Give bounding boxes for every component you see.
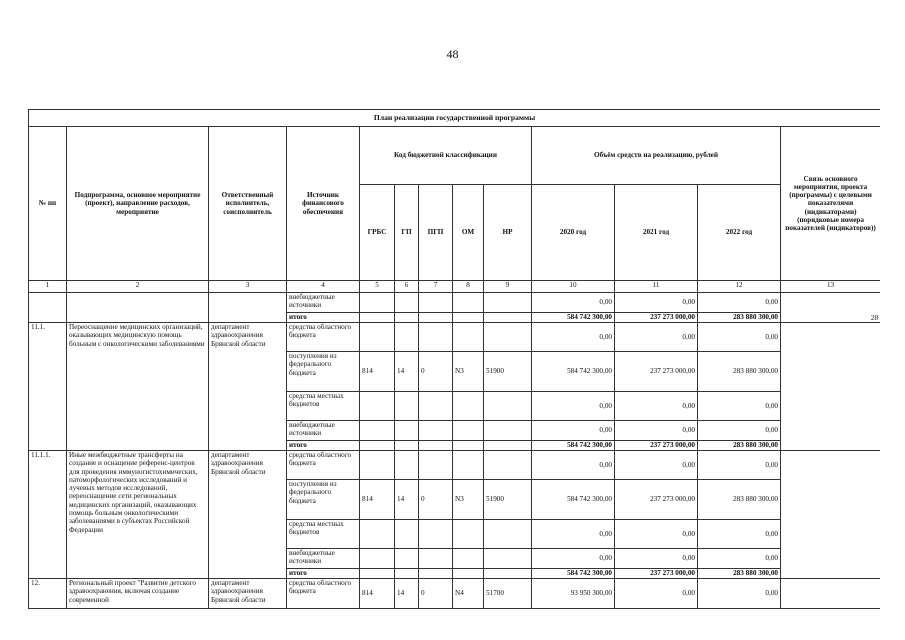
total-label: итого bbox=[287, 569, 360, 579]
amount-cell: 0,00 bbox=[532, 421, 615, 441]
total-amount: 237 273 000,00 bbox=[615, 313, 698, 323]
amount-cell: 0,00 bbox=[615, 392, 698, 421]
header-bcc: Код бюджетной классификации bbox=[360, 127, 532, 185]
source-label: средства местных бюджетов bbox=[287, 392, 360, 421]
source-label: средства областного бюджета bbox=[287, 451, 360, 480]
amount-cell: 0,00 bbox=[698, 323, 781, 352]
amount-cell: 0,00 bbox=[532, 293, 615, 313]
code-gp: 14 bbox=[395, 480, 419, 520]
amount-cell: 0,00 bbox=[532, 323, 615, 352]
source-label: средства областного бюджета bbox=[287, 579, 360, 609]
amount-cell: 584 742 300,00 bbox=[532, 480, 615, 520]
col-number: 8 bbox=[453, 281, 484, 293]
amount-cell: 584 742 300,00 bbox=[532, 352, 615, 392]
total-amount: 283 880 300,00 bbox=[698, 569, 781, 579]
source-label: внебюджетные источники bbox=[287, 293, 360, 313]
amount-cell: 0,00 bbox=[615, 549, 698, 569]
table-row bbox=[29, 293, 881, 313]
code-gp: 14 bbox=[395, 579, 419, 609]
col-number: 9 bbox=[484, 281, 532, 293]
header-name: Подпрограмма, основное мероприятие (проект), направление расходов, мероприятие bbox=[67, 127, 209, 281]
total-amount: 283 880 300,00 bbox=[698, 441, 781, 451]
total-amount: 237 273 000,00 bbox=[615, 441, 698, 451]
code-om: N3 bbox=[453, 352, 484, 392]
table-row bbox=[29, 579, 881, 609]
col-number: 6 bbox=[395, 281, 419, 293]
row-name: Иные межбюджетные трансферты на создание и оснащение референс-центров для проведения иммуногистохимических, патоморфологических исследований и лучевых методов исследований, переоснащение сети региональных медицинских организаций, оказывающих помощь больным онкологическими заболеваниями в субъектах Российской Федерации bbox=[67, 451, 209, 579]
code-np: 51900 bbox=[484, 352, 532, 392]
amount-cell: 283 880 300,00 bbox=[698, 480, 781, 520]
column-numbers-row bbox=[29, 281, 881, 293]
header-np: НР bbox=[484, 185, 532, 281]
amount-cell: 0,00 bbox=[698, 293, 781, 313]
header-2022: 2022 год bbox=[698, 185, 781, 281]
header-2020: 2020 год bbox=[532, 185, 615, 281]
amount-cell: 0,00 bbox=[698, 421, 781, 441]
row-executor: департамент здравоохранения Брянской области bbox=[209, 323, 287, 451]
total-amount: 237 273 000,00 bbox=[615, 569, 698, 579]
code-grbs: 814 bbox=[360, 352, 395, 392]
code-grbs: 814 bbox=[360, 579, 395, 609]
amount-cell: 0,00 bbox=[615, 293, 698, 313]
code-om: N3 bbox=[453, 480, 484, 520]
amount-cell: 0,00 bbox=[615, 451, 698, 480]
row-name: Региональный проект "Развитие детского здравоохранения, включая создание современной bbox=[67, 579, 209, 609]
row-executor: департамент здравоохранения Брянской области bbox=[209, 451, 287, 579]
code-pgp: 0 bbox=[419, 579, 453, 609]
amount-cell: 0,00 bbox=[532, 549, 615, 569]
total-amount: 584 742 300,00 bbox=[532, 441, 615, 451]
header-no: № пп bbox=[29, 127, 67, 281]
amount-cell: 0,00 bbox=[615, 579, 698, 609]
amount-cell: 0,00 bbox=[532, 392, 615, 421]
code-grbs: 814 bbox=[360, 480, 395, 520]
header-gp: ГП bbox=[395, 185, 419, 281]
amount-cell: 0,00 bbox=[698, 549, 781, 569]
col-number: 2 bbox=[67, 281, 209, 293]
header-om: ОМ bbox=[453, 185, 484, 281]
total-label: итого bbox=[287, 313, 360, 323]
header-grbs: ГРБС bbox=[360, 185, 395, 281]
amount-cell: 0,00 bbox=[615, 421, 698, 441]
amount-cell: 237 273 000,00 bbox=[615, 480, 698, 520]
header-pgp: ПГП bbox=[419, 185, 453, 281]
code-np: 51700 bbox=[484, 579, 532, 609]
source-label: внебюджетные источники bbox=[287, 421, 360, 441]
header-executor: Ответственный исполнитель, соисполнитель bbox=[209, 127, 287, 281]
row-executor: департамент здравоохранения Брянской области bbox=[209, 579, 287, 609]
row-number: 12. bbox=[29, 579, 67, 609]
col-number: 7 bbox=[419, 281, 453, 293]
source-label: внебюджетные источники bbox=[287, 549, 360, 569]
amount-cell: 0,00 bbox=[615, 323, 698, 352]
total-amount: 584 742 300,00 bbox=[532, 313, 615, 323]
indicator-link: 28 bbox=[781, 293, 881, 323]
amount-cell: 283 880 300,00 bbox=[698, 352, 781, 392]
table-row bbox=[29, 451, 881, 480]
total-amount: 283 880 300,00 bbox=[698, 313, 781, 323]
source-label: поступления из федерального бюджета bbox=[287, 352, 360, 392]
total-label: итого bbox=[287, 441, 360, 451]
amount-cell: 0,00 bbox=[698, 520, 781, 549]
plan-table bbox=[28, 109, 880, 609]
table-row bbox=[29, 323, 881, 352]
source-label: средства местных бюджетов bbox=[287, 520, 360, 549]
header-volume: Объём средств на реализацию, рублей bbox=[532, 127, 781, 185]
col-number: 10 bbox=[532, 281, 615, 293]
code-gp: 14 bbox=[395, 352, 419, 392]
amount-cell: 0,00 bbox=[698, 579, 781, 609]
code-pgp: 0 bbox=[419, 352, 453, 392]
row-number: 11.1. bbox=[29, 323, 67, 451]
col-number: 5 bbox=[360, 281, 395, 293]
header-2021: 2021 год bbox=[615, 185, 698, 281]
table-title: План реализации государственной программы bbox=[29, 110, 881, 127]
col-number: 11 bbox=[615, 281, 698, 293]
amount-cell: 0,00 bbox=[532, 520, 615, 549]
amount-cell: 93 950 300,00 bbox=[532, 579, 615, 609]
row-name: Переоснащение медицинских организаций, оказывающих медицинскую помощь больным с онкологическими заболеваниями bbox=[67, 323, 209, 451]
col-number: 3 bbox=[209, 281, 287, 293]
col-number: 12 bbox=[698, 281, 781, 293]
amount-cell: 0,00 bbox=[698, 392, 781, 421]
row-number: 11.1.1. bbox=[29, 451, 67, 579]
amount-cell: 0,00 bbox=[532, 451, 615, 480]
page-number: 48 bbox=[446, 47, 459, 61]
amount-cell: 0,00 bbox=[698, 451, 781, 480]
total-amount: 584 742 300,00 bbox=[532, 569, 615, 579]
header-source: Источник финансового обеспечения bbox=[287, 127, 360, 281]
amount-cell: 0,00 bbox=[615, 520, 698, 549]
source-label: поступления из федерального бюджета bbox=[287, 480, 360, 520]
source-label: средства областного бюджета bbox=[287, 323, 360, 352]
amount-cell: 237 273 000,00 bbox=[615, 352, 698, 392]
code-np: 51900 bbox=[484, 480, 532, 520]
header-link: Связь основного мероприятия, проекта (программы) с целевыми показателями (индикаторами) (порядковые номера показателей (индикаторов)) bbox=[781, 127, 881, 281]
col-number: 13 bbox=[781, 281, 881, 293]
col-number: 1 bbox=[29, 281, 67, 293]
plan-table-sheet bbox=[28, 109, 880, 640]
col-number: 4 bbox=[287, 281, 360, 293]
code-pgp: 0 bbox=[419, 480, 453, 520]
code-om: N4 bbox=[453, 579, 484, 609]
